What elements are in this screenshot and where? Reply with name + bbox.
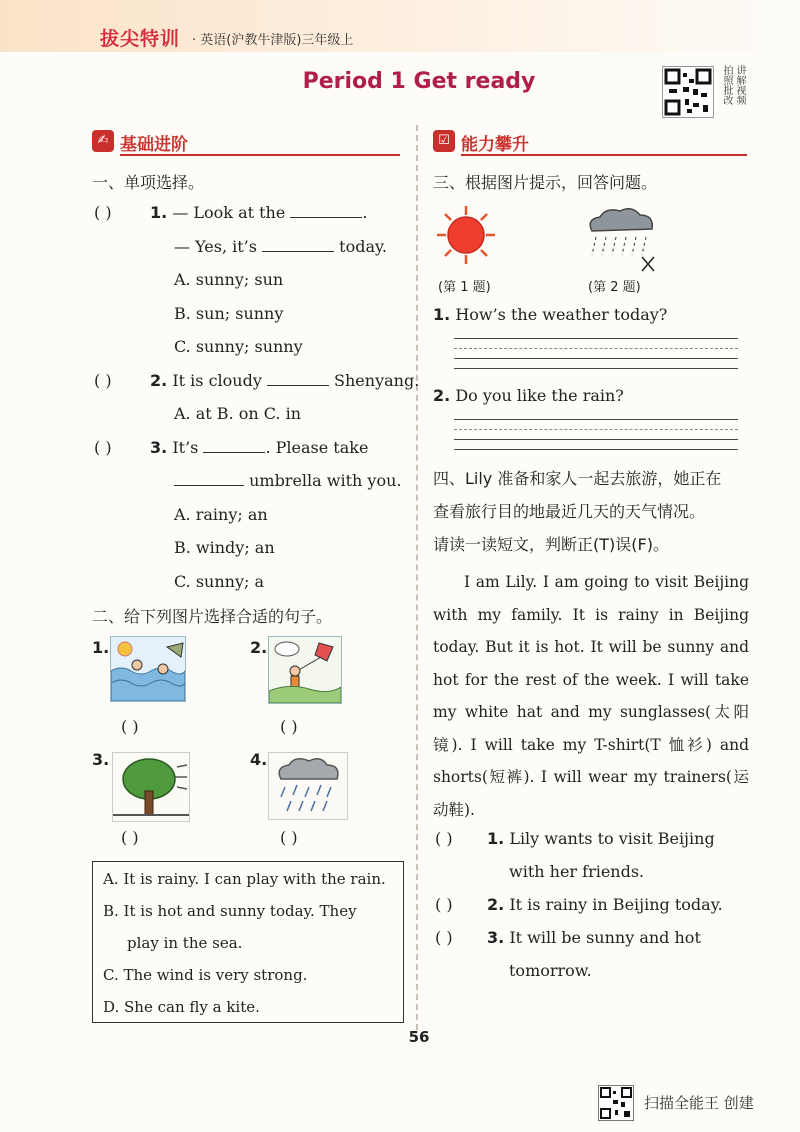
q2-options: A. at B. on C. in (174, 404, 301, 423)
q3-option-a: A. rainy; an (174, 505, 268, 524)
part4-heading-line3: 请读一读短文，判断正(T)误(F)。 (433, 535, 669, 554)
question-text: How’s the weather today? (455, 305, 668, 324)
q2-text-b: Shenyang. (328, 371, 420, 390)
answer-line[interactable] (454, 338, 738, 339)
question-number: 3. (487, 928, 505, 947)
answer-guide (454, 348, 738, 349)
question-3-2 (433, 386, 624, 405)
question-text: Lily wants to visit Beijing (509, 829, 715, 848)
part3-heading: 三、根据图片提示，回答问题。 (433, 173, 658, 192)
q1-option-a: A. sunny; sun (174, 270, 284, 289)
q3-option-c: C. sunny; a (174, 572, 265, 591)
q3-text-a: It’s (172, 438, 204, 457)
section-basic (92, 130, 402, 154)
question-number: 1. (150, 203, 168, 222)
answer-paren[interactable]: ( ) (94, 438, 112, 457)
blank[interactable] (262, 237, 334, 252)
q1-option-c: C. sunny; sunny (174, 337, 303, 356)
part2-heading: 二、给下列图片选择合适的句子。 (92, 607, 333, 626)
answer-line[interactable] (454, 358, 738, 359)
sentence-options-box (92, 861, 404, 1023)
blank[interactable] (290, 203, 362, 218)
rainy-cloud-picture (268, 752, 348, 820)
answer-paren[interactable]: ( ) (280, 828, 298, 847)
sea-swimming-picture (110, 636, 186, 702)
option-d: D. She can fly a kite. (103, 998, 260, 1016)
answer-paren[interactable]: ( ) (435, 928, 453, 947)
answer-line[interactable] (454, 439, 738, 440)
q3-line2 (174, 471, 401, 490)
page-title: Period 1 Get ready (302, 69, 536, 94)
question-number: 2. (150, 371, 168, 390)
windy-tree-picture (112, 752, 190, 822)
option-a: A. It is rainy. I can play with the rain. (103, 870, 386, 888)
part4-heading-line1: 四、Lily 准备和家人一起去旅游，她正在 (433, 469, 722, 488)
question-1 (150, 203, 368, 222)
answer-paren[interactable]: ( ) (121, 717, 139, 736)
q1-line1-b: . (362, 203, 368, 222)
tf-question-1 (487, 829, 715, 848)
answer-line[interactable] (454, 419, 738, 420)
section-underline (461, 154, 747, 156)
question-text: Do you like the rain? (455, 386, 624, 405)
pic-number: 3. (92, 750, 110, 769)
section-title-advanced: 能力攀升 (461, 135, 529, 155)
tf-question-1-cont: with her friends. (509, 862, 645, 881)
question-3 (150, 438, 368, 457)
question-text: It will be sunny and hot (509, 928, 701, 947)
kite-flying-picture (268, 636, 342, 704)
part4-heading-line2: 查看旅行目的地最近几天的天气情况。 (433, 502, 706, 521)
blank[interactable] (203, 438, 265, 453)
picture-caption-1: (第 1 题) (438, 280, 491, 295)
answer-paren[interactable]: ( ) (435, 829, 453, 848)
question-2 (150, 371, 419, 390)
answer-paren[interactable]: ( ) (280, 717, 298, 736)
pic-number: 4. (250, 750, 268, 769)
reading-passage: I am Lily. I am going to visit Beijing with my family. It is rainy in Beijing today. But it is hot. It will be sunny and hot for the rest of the week. I will take my white hat and my sunglasses(太阳镜). I will take my T-shirt(T 恤衫) and shorts(短裤). I will wear my trainers(运动鞋). (433, 573, 749, 819)
question-text: It is rainy in Beijing today. (509, 895, 723, 914)
scanner-qr-icon (598, 1085, 634, 1121)
section-underline (120, 154, 400, 156)
q1-option-b: B. sun; sunny (174, 304, 284, 323)
blank[interactable] (174, 471, 244, 486)
section-advanced (433, 130, 749, 154)
pencil-icon: ✍ (92, 130, 114, 152)
column-divider (416, 125, 418, 1030)
q1-line2 (174, 237, 387, 256)
question-number: 1. (433, 305, 451, 324)
pic-number: 2. (250, 638, 268, 657)
option-b-cont: play in the sea. (127, 934, 243, 952)
tf-question-3 (487, 928, 701, 947)
question-number: 2. (433, 386, 451, 405)
question-3-1 (433, 305, 667, 324)
option-c: C. The wind is very strong. (103, 966, 308, 984)
picture-caption-2: (第 2 题) (588, 280, 641, 295)
answer-paren[interactable]: ( ) (121, 828, 139, 847)
q1-line2-b: today. (334, 237, 387, 256)
q3-line2-text: umbrella with you. (244, 471, 402, 490)
book-subtitle: · 英语(沪教牛津版)三年级上 (192, 33, 354, 48)
answer-line[interactable] (454, 368, 738, 369)
pic-number: 1. (92, 638, 110, 657)
part1-heading: 一、单项选择。 (92, 173, 205, 192)
qr-caption: 讲解视频 拍照批改 (721, 65, 745, 105)
question-number: 2. (487, 895, 505, 914)
q1-line1-a: — Look at the (172, 203, 291, 222)
tf-question-2 (487, 895, 723, 914)
answer-paren[interactable]: ( ) (94, 371, 112, 390)
check-icon: ☑ (433, 130, 455, 152)
q3-text-b: . Please take (265, 438, 369, 457)
blank[interactable] (267, 371, 329, 386)
answer-paren[interactable]: ( ) (435, 895, 453, 914)
sun-icon (436, 205, 496, 265)
section-title-basic: 基础进阶 (120, 135, 188, 155)
question-number: 1. (487, 829, 505, 848)
tf-question-3-cont: tomorrow. (509, 961, 592, 980)
scanner-watermark: 扫描全能王 创建 (644, 1094, 754, 1112)
q1-line2-a: — Yes, it’s (174, 237, 263, 256)
q2-text-a: It is cloudy (172, 371, 267, 390)
answer-line[interactable] (454, 449, 738, 450)
qr-code-icon[interactable] (662, 66, 714, 118)
rain-cloud-crossed-icon (584, 205, 660, 275)
question-number: 3. (150, 438, 168, 457)
page-number: 56 (408, 1028, 430, 1046)
answer-paren[interactable]: ( ) (94, 203, 112, 222)
q3-option-b: B. windy; an (174, 538, 275, 557)
option-b: B. It is hot and sunny today. They (103, 902, 357, 920)
brand-logo: 拔尖特训 (100, 28, 181, 50)
answer-guide (454, 429, 738, 430)
